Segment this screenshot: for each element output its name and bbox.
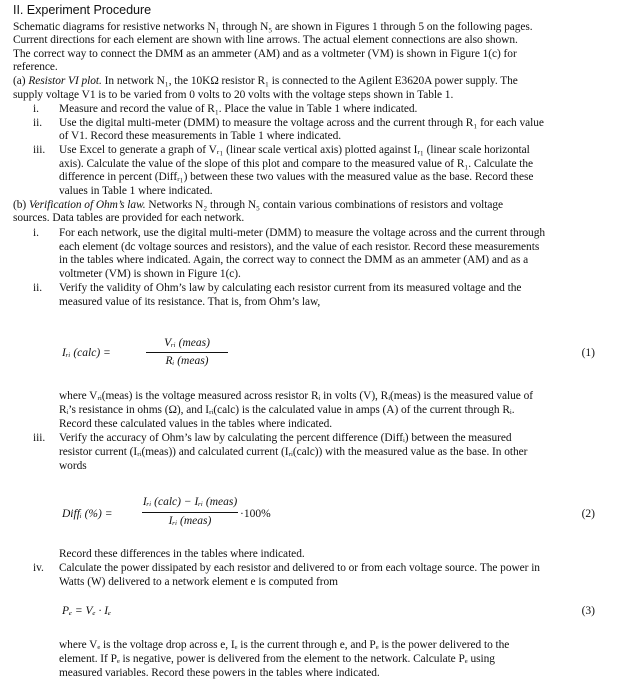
part-b-item-iii-line-3: words [59, 460, 87, 472]
after-eq1-line-1: where Vᵣᵢ(meas) is the voltage measured across resistor Rᵢ in volts (V), Rᵢ(meas) is the measured value of [59, 390, 534, 402]
after-eq1-line-2: Rᵢ’s resistance in ohms (Ω), and Iᵣᵢ(calc) is the calculated value in amps (A) of the current through Rᵢ. [59, 404, 515, 416]
eq2-denominator: Iᵣᵢ (meas) [168, 515, 212, 527]
eq2-lhs: Diffᵢ (%) = [62, 508, 113, 520]
part-a-item-iii-line-3: difference in percent (Diffᵣ₁) between these two values with the measured value as the base. Record these [59, 171, 534, 183]
part-a-item-iii-line-2: axis). Calculate the value of the slope of this plot and compare to the measured value of R₁. Calculate the [59, 158, 534, 170]
intro-line-4: reference. [13, 61, 58, 73]
eq2-suffix: ·100% [240, 508, 271, 520]
eq1-numerator: Vᵣᵢ (meas) [164, 337, 210, 349]
item-number: ii. [33, 282, 43, 294]
item-number: i. [33, 103, 39, 115]
item-number: i. [33, 227, 39, 239]
item-number: ii. [33, 117, 43, 129]
part-a-first-line [13, 75, 518, 88]
part-a-item-ii-line-1: Use the digital multi-meter (DMM) to measure the voltage across and the current through R₁ for each value [59, 117, 544, 129]
item-number: iv. [33, 562, 44, 574]
part-b-item-i-line-1: For each network, use the digital multi-meter (DMM) to measure the voltage across and the current through [59, 227, 545, 239]
part-b-item-iii-line-2: resistor current (Iᵣᵢ(meas)) and calculated current (Iᵣᵢ(calc)) with the measured value as the base. In other [59, 446, 528, 458]
part-b-item-ii-line-2: measured value of its resistance. That is, from Ohm’s law, [59, 296, 321, 308]
part-b-item-iv-line-1: Calculate the power dissipated by each resistor and delivered to or from each voltage source. The power in [59, 562, 540, 574]
eq2-number: (2) [581, 508, 595, 520]
item-number: iii. [33, 432, 46, 444]
eq1-denominator: Rᵢ (meas) [165, 355, 209, 367]
part-b-item-iv-line-2: Watts (W) delivered to a network element e is computed from [59, 576, 338, 588]
part-b-title: Verification of Ohm’s law. [28, 199, 146, 211]
after-eq3-line-3: measured variables. Record these powers in the tables where indicated. [59, 667, 380, 679]
item-number: iii. [33, 144, 46, 156]
eq3-formula: Pₑ = Vₑ · Iₑ [62, 605, 112, 617]
part-a-text-2: supply voltage V1 is to be varied from 0 volts to 20 volts with the voltage steps shown in Table 1. [13, 89, 454, 101]
part-a-label: (a) [13, 75, 26, 87]
section-heading: II. Experiment Procedure [13, 3, 152, 17]
part-a-text-1: In network N₁, the 10KΩ resistor R₁ is connected to the Agilent E3620A power supply. The [104, 75, 518, 87]
part-b-text-2: sources. Data tables are provided for each network. [13, 212, 245, 224]
eq1-fraction-bar [146, 352, 228, 353]
part-b-item-ii-line-1: Verify the validity of Ohm’s law by calculating each resistor current from its measured voltage and the [59, 282, 522, 294]
part-a-item-iii-line-4: values in Table 1 where indicated. [59, 185, 213, 197]
after-eq1-line-3: Record these calculated values in the tables where indicated. [59, 418, 333, 430]
eq2-numerator: Iᵣᵢ (calc) − Iᵣᵢ (meas) [142, 496, 238, 508]
intro-line-3: The correct way to connect the DMM as an ammeter (AM) and as a voltmeter (VM) is shown in Figure 1(c) for [13, 48, 517, 60]
after-eq3-line-2: element. If Pₑ is negative, power is delivered from the element to the network. Calculate Pₑ using [59, 653, 495, 665]
intro-line-1: Schematic diagrams for resistive networks N₁ through N₅ are shown in Figures 1 through 5 on the following pages. [13, 21, 533, 33]
after-eq2-line: Record these differences in the tables where indicated. [59, 548, 305, 560]
part-b-item-i-line-4: voltmeter (VM) is shown in Figure 1(c). [59, 268, 241, 280]
eq1-lhs: Iᵣᵢ (calc) = [62, 347, 111, 359]
eq1-number: (1) [581, 347, 595, 359]
part-b-first-line [13, 199, 503, 212]
part-b-label: (b) [13, 199, 27, 211]
part-b-item-i-line-2: each element (dc voltage sources and resistors), and the value of each resistor. Record these measurements [59, 241, 540, 253]
part-a-title: Resistor VI plot. [28, 75, 102, 87]
part-a-item-ii-line-2: of V1. Record these measurements in Table 1 where indicated. [59, 130, 342, 142]
eq2-fraction-bar [142, 512, 238, 513]
part-a-item-iii-line-1: Use Excel to generate a graph of Vᵣ₁ (linear scale vertical axis) plotted against Iᵣ₁ (linear scale horizontal [59, 144, 530, 156]
part-a-item-i-line-1: Measure and record the value of R₁. Place the value in Table 1 where indicated. [59, 103, 418, 115]
after-eq3-line-1: where Vₑ is the voltage drop across e, Iₑ is the current through e, and Pₑ is the power delivered to the [59, 639, 510, 651]
part-b-text-1: Networks N₂ through N₅ contain various combinations of resistors and voltage [148, 199, 504, 211]
intro-line-2: Current directions for each element are shown with line arrows. The actual element connections are also shown. [13, 34, 518, 46]
eq3-number: (3) [581, 605, 595, 617]
part-b-item-i-line-3: in the tables where indicated. Again, the correct way to connect the DMM as an ammeter (AM) and as a [59, 254, 529, 266]
part-b-item-iii-line-1: Verify the accuracy of Ohm’s law by calculating the percent difference (Diffᵢ) between the measured [59, 432, 512, 444]
